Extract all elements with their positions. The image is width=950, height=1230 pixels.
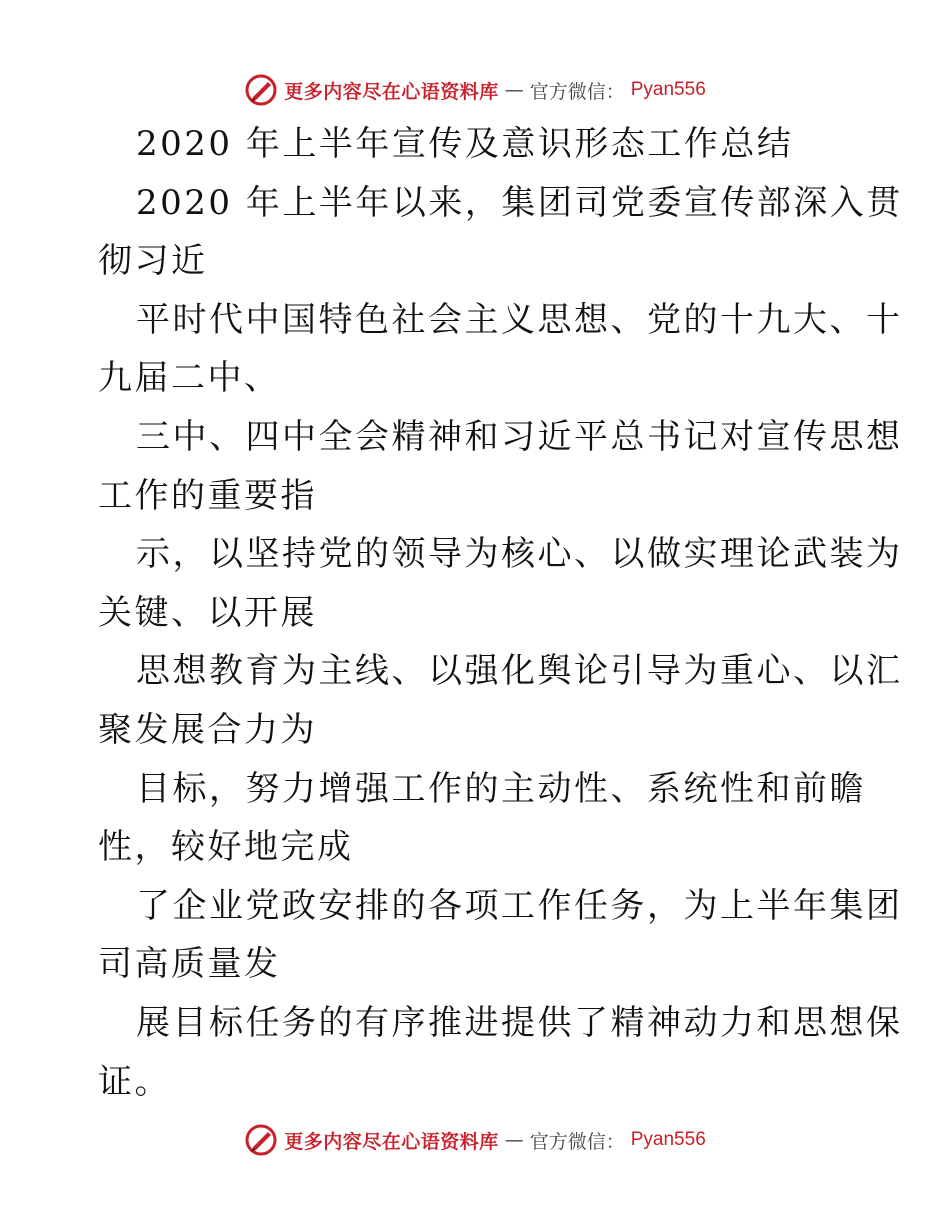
doc-line: 证。 — [98, 1061, 171, 1102]
doc-line: 聚发展合力为 — [98, 709, 317, 750]
doc-line: 2020 年上半年宣传及意识形态工作总结 — [136, 124, 794, 164]
doc-line: 性，较好地完成 — [98, 827, 354, 868]
doc-line: 目标，努力增强工作的主动性、系统性和前瞻 — [136, 768, 866, 809]
header-watermark — [0, 70, 950, 110]
doc-line: 平时代中国特色社会主义思想、党的十九大、十 — [136, 299, 903, 340]
doc-line: 司高质量发 — [98, 944, 281, 985]
watermark-wechat-label: 官方微信： — [529, 80, 625, 103]
doc-line: 九届二中、 — [98, 358, 281, 399]
doc-line: 工作的重要指 — [98, 475, 317, 516]
document-body — [98, 115, 903, 1111]
watermark-separator: — — [504, 1129, 524, 1151]
doc-line: 示，以坚持党的领导为核心、以做实理论武装为 — [136, 534, 903, 575]
watermark-text: 更多内容尽在心语资料库 — [284, 80, 499, 103]
watermark-wechat-id: Pyan556 — [630, 79, 706, 100]
doc-line: 了企业党政安排的各项工作任务，为上半年集团 — [136, 885, 903, 926]
doc-line: 展目标任务的有序推进提供了精神动力和思想保 — [136, 1002, 903, 1043]
doc-line: 彻习近 — [98, 241, 208, 282]
watermark-wechat-label: 官方微信： — [529, 1130, 625, 1153]
watermark-separator: — — [504, 79, 524, 101]
watermark-text: 更多内容尽在心语资料库 — [284, 1130, 499, 1153]
pen-logo-icon — [244, 73, 278, 107]
footer-watermark — [0, 1120, 950, 1160]
doc-line: 思想教育为主线、以强化舆论引导为重心、以汇 — [136, 651, 903, 692]
watermark-wechat-id: Pyan556 — [630, 1129, 706, 1150]
doc-line: 2020 年上半年以来，集团司党委宣传部深入贯 — [136, 182, 903, 223]
pen-logo-icon — [244, 1123, 278, 1157]
doc-line: 关键、以开展 — [98, 592, 317, 633]
doc-line: 三中、四中全会精神和习近平总书记对宣传思想 — [136, 416, 903, 457]
